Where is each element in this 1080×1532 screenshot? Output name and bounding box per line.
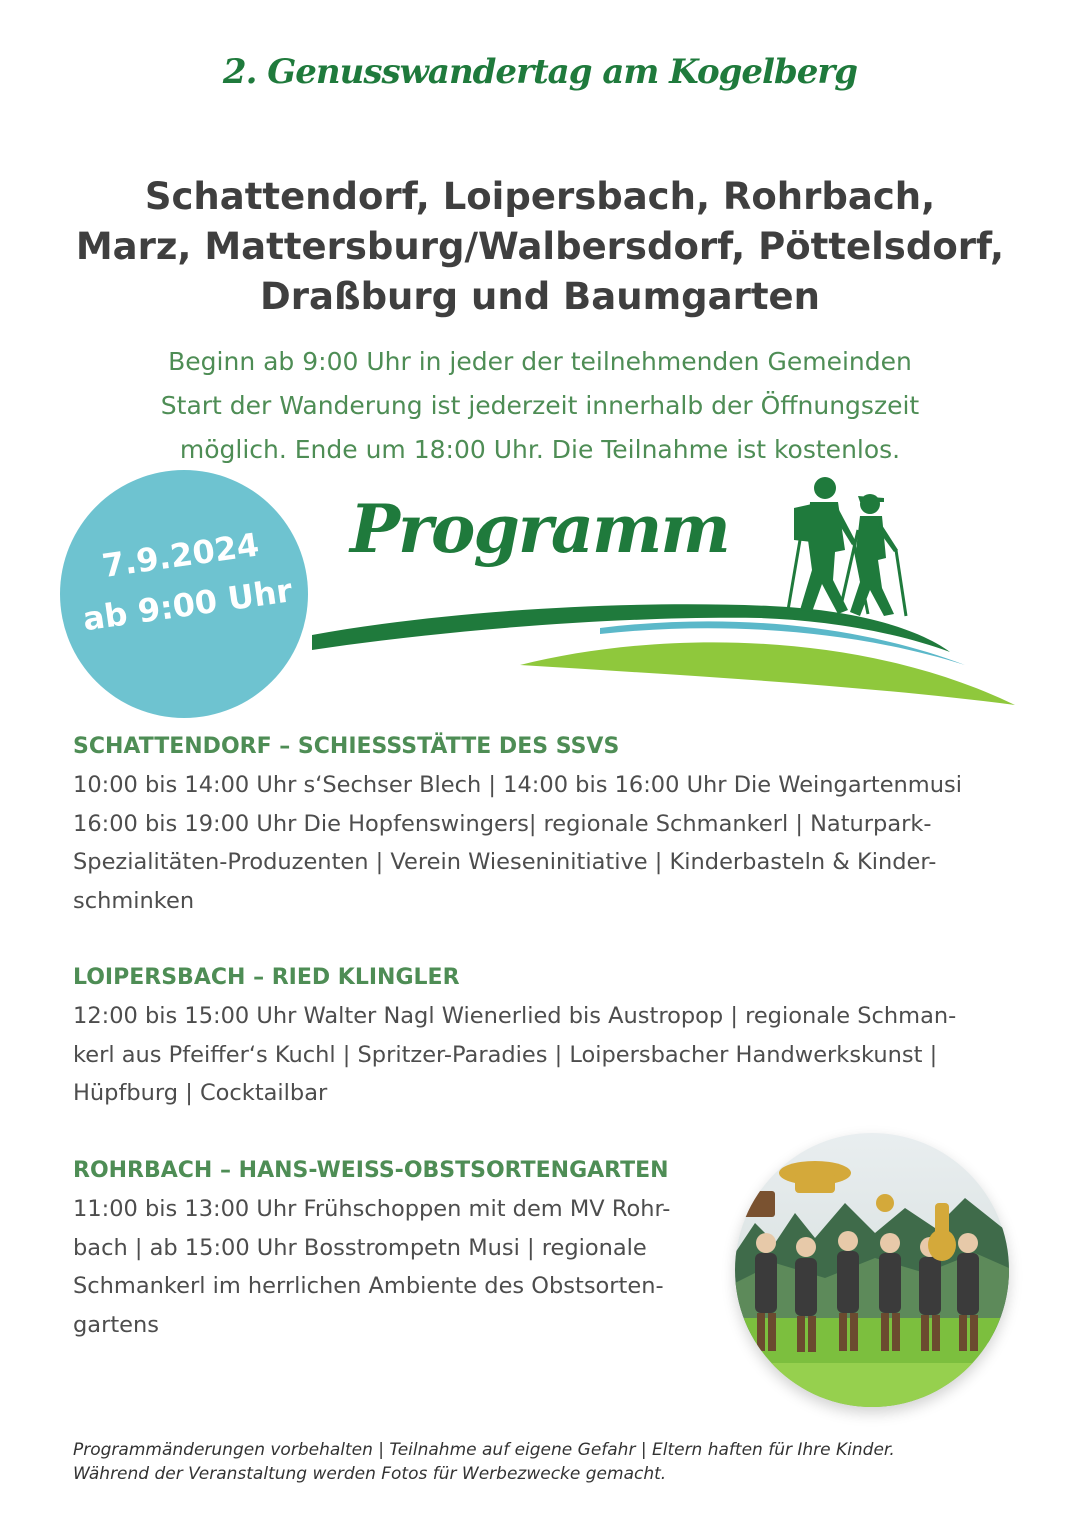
section-line: Spezialitäten-Produzenten | Verein Wieseninitiative | Kinderbasteln & Kinder- xyxy=(73,849,937,875)
section-line: 10:00 bis 14:00 Uhr s‘Sechser Blech | 14:00 bis 16:00 Uhr Die Weingartenmusi xyxy=(73,772,962,798)
section-line: Schmankerl im herrlichen Ambiente des Obstsorten- xyxy=(73,1273,664,1299)
places-line: Schattendorf, Loipersbach, Rohrbach, xyxy=(144,175,936,218)
intro-line: möglich. Ende um 18:00 Uhr. Die Teilnahme ist kostenlos. xyxy=(179,435,901,464)
section-line: gartens xyxy=(73,1311,159,1338)
section-line: bach | ab 15:00 Uhr Bosstrompetn Musi | regionale xyxy=(73,1234,647,1261)
page-title: 2. Genusswandertag am Kogelberg xyxy=(222,52,858,92)
section-heading: ROHRBACH – HANS-WEISS-OBSTSORTENGARTEN xyxy=(73,1158,669,1183)
section-line: schminken xyxy=(73,887,195,914)
section-schattendorf xyxy=(73,732,1013,920)
band-photo xyxy=(735,1133,1009,1407)
section-heading: LOIPERSBACH – RIED KLINGLER xyxy=(73,965,460,990)
footer-line: Während der Veranstaltung werden Fotos für Werbezwecke gemacht. xyxy=(73,1464,667,1484)
event-date: 7.9.2024 xyxy=(99,525,262,586)
section-line: 11:00 bis 13:00 Uhr Frühschoppen mit dem MV Rohr- xyxy=(73,1196,671,1222)
section-line: kerl aus Pfeiffer‘s Kuchl | Spritzer-Paradies | Loipersbacher Handwerkskunst | xyxy=(73,1041,938,1068)
footer-disclaimer xyxy=(73,1438,1033,1486)
intro-text xyxy=(60,340,1020,472)
hiker-female-icon xyxy=(840,494,906,616)
band-photo-illustration xyxy=(735,1133,1009,1407)
places-line: Draßburg und Baumgarten xyxy=(260,275,820,318)
intro-line: Start der Wanderung ist jederzeit innerhalb der Öffnungszeit xyxy=(160,391,920,420)
event-start-time: ab 9:00 Uhr xyxy=(80,571,295,639)
section-line: Hüpfburg | Cocktailbar xyxy=(73,1080,328,1106)
section-line: 12:00 bis 15:00 Uhr Walter Nagl Wienerlied bis Austropop | regionale Schman- xyxy=(73,1003,957,1029)
participating-places xyxy=(60,172,1020,322)
section-rohrbach xyxy=(73,1156,713,1344)
section-loipersbach xyxy=(73,963,1013,1113)
green-hill-shape xyxy=(520,642,1015,705)
section-line: 16:00 bis 19:00 Uhr Die Hopfenswingers| regionale Schmankerl | Naturpark- xyxy=(73,810,932,837)
footer-line: Programmänderungen vorbehalten | Teilnahme auf eigene Gefahr | Eltern haften für Ihre Kinder. xyxy=(73,1440,895,1460)
section-heading: SCHATTENDORF – SCHIESSSTÄTTE DES SSVS xyxy=(73,734,620,759)
places-line: Marz, Mattersburg/Walbersdorf, Pöttelsdorf, xyxy=(75,225,1005,268)
intro-line: Beginn ab 9:00 Uhr in jeder der teilnehmenden Gemeinden xyxy=(168,347,912,376)
programm-heading: Programm xyxy=(350,490,729,568)
